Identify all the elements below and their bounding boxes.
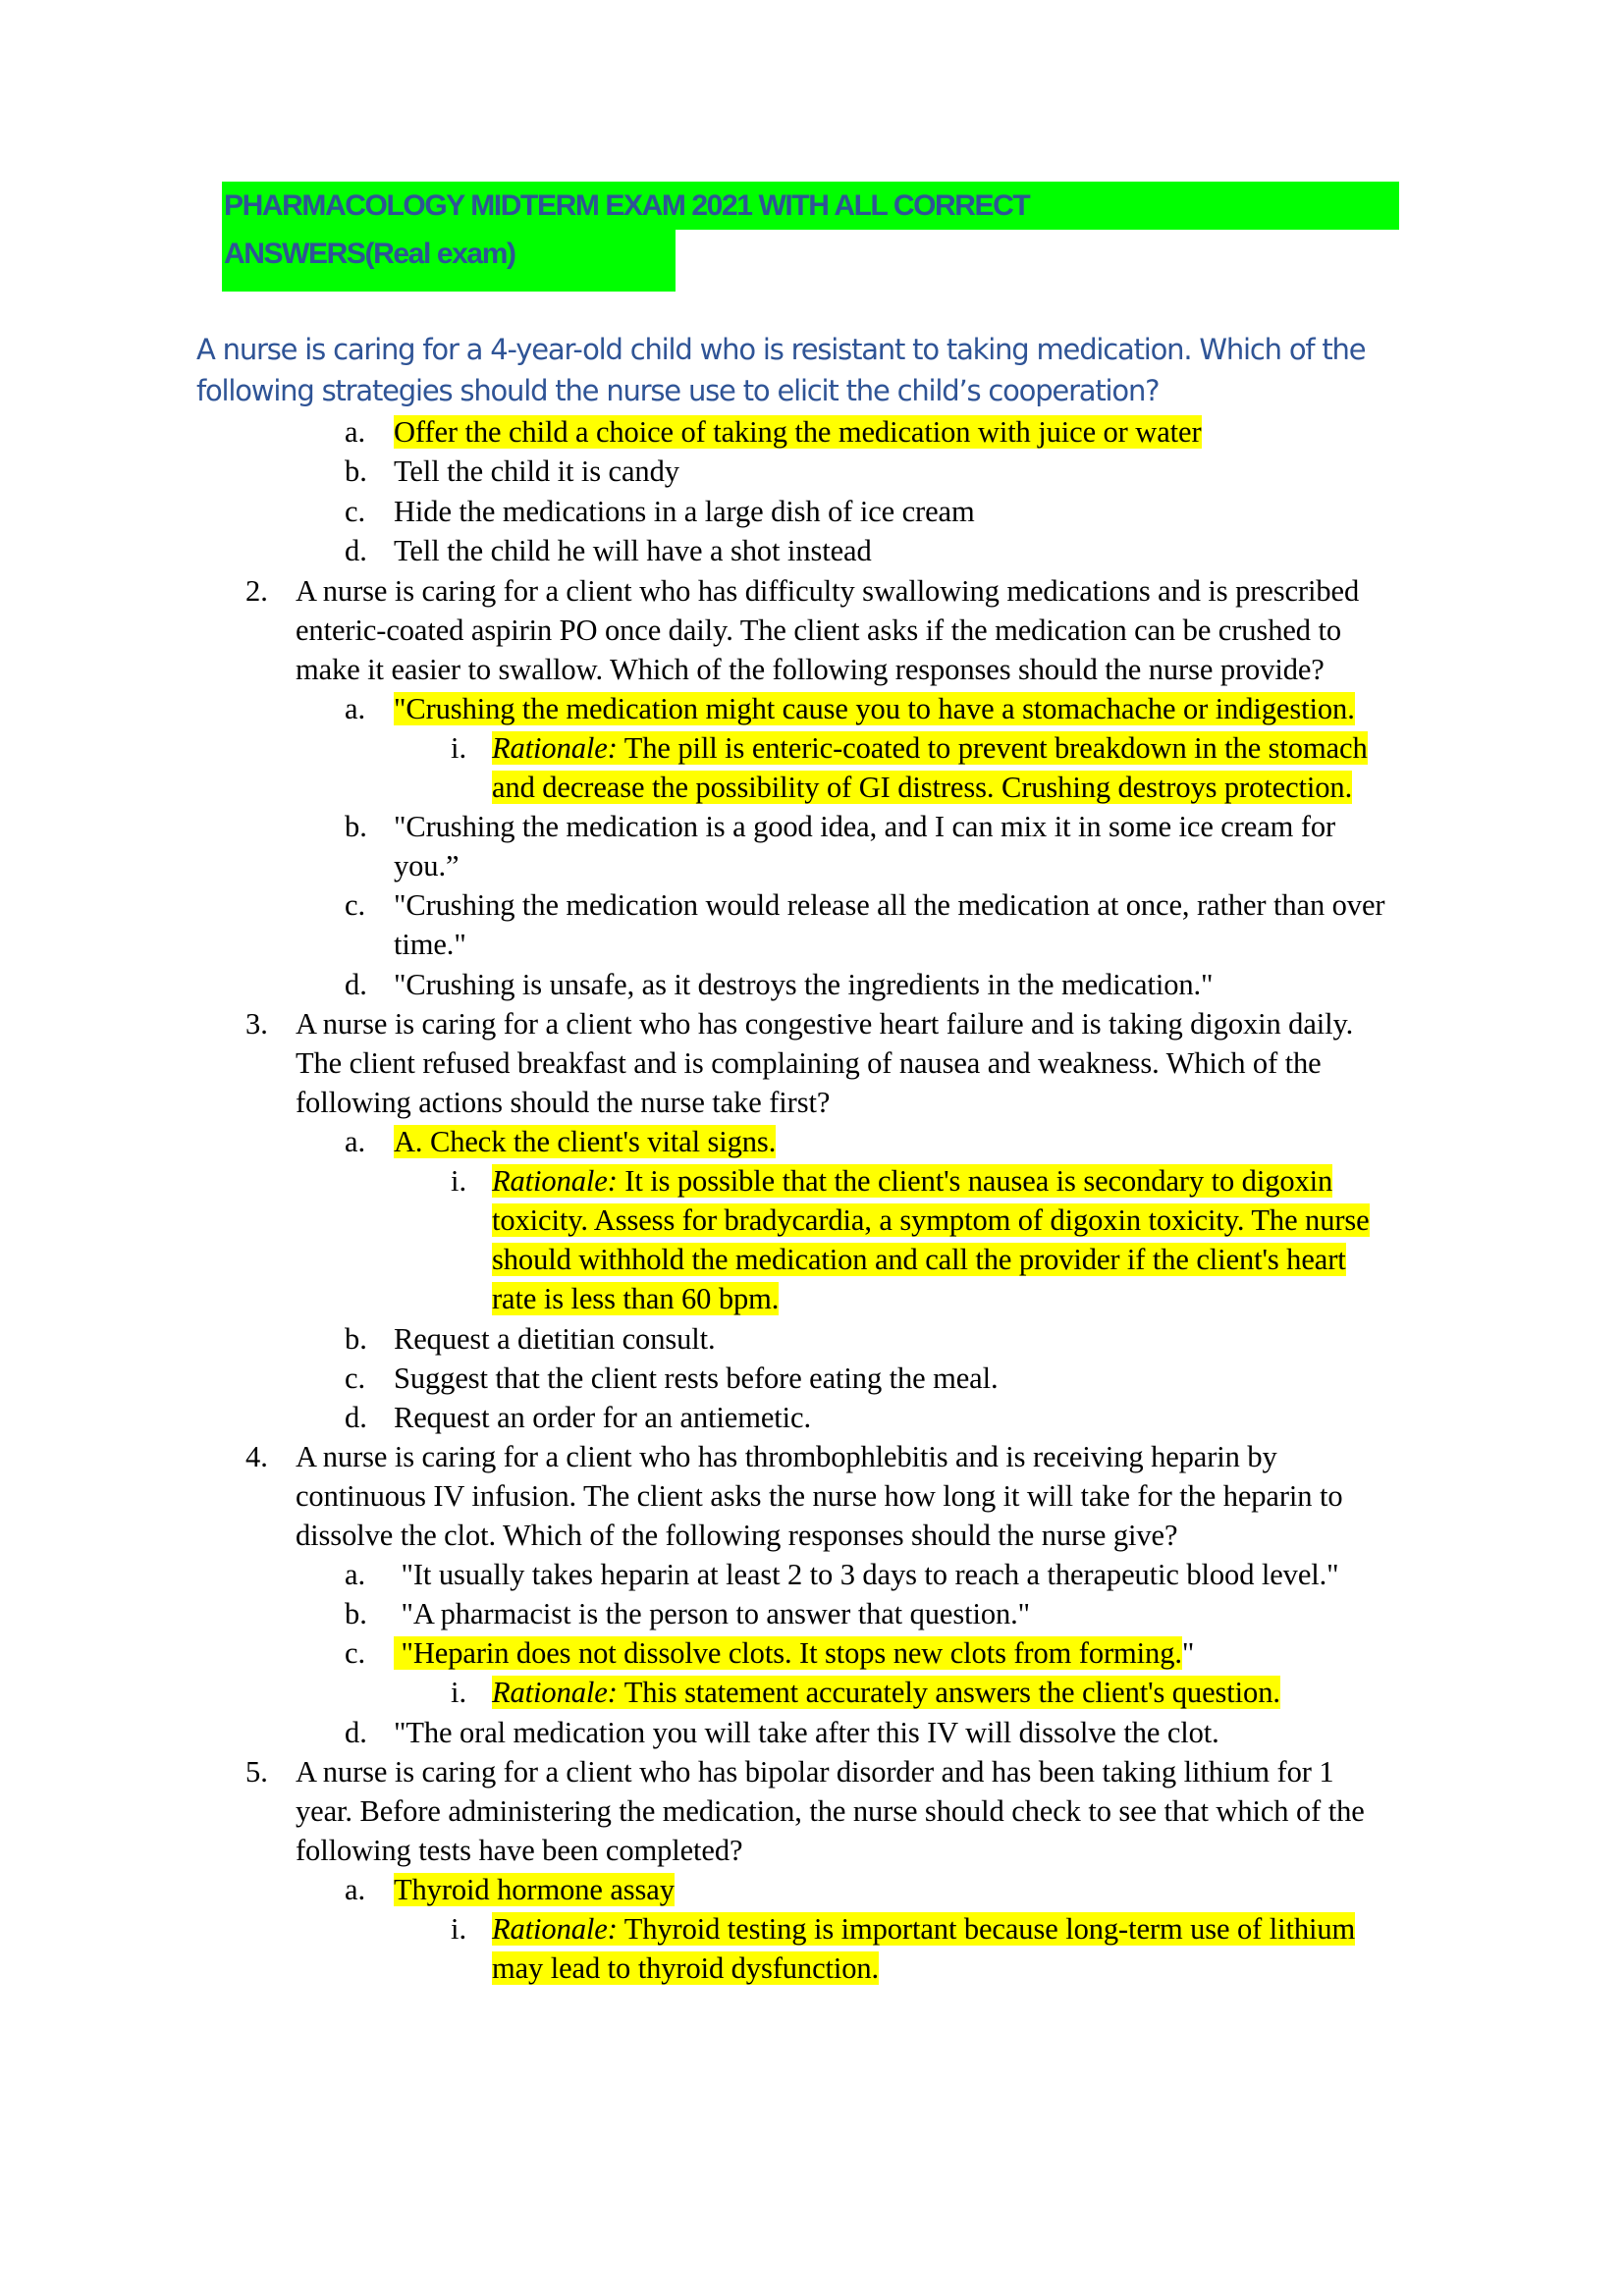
q2-option-a-marker: a. — [345, 692, 366, 725]
q1-option-b-marker: b. — [345, 454, 367, 488]
q1-option-a — [394, 412, 1202, 452]
document-title-line1: PHARMACOLOGY MIDTERM EXAM 2021 WITH ALL CORRECT — [224, 189, 1030, 222]
q2-option-b-line2: you.” — [394, 849, 460, 882]
q3-option-a-marker: a. — [345, 1125, 366, 1158]
q2-option-b-line1: "Crushing the medication is a good idea, and I can mix it in some ice cream for — [394, 810, 1336, 843]
rationale-label: Rationale: — [492, 1912, 618, 1946]
q3-rationale-line3: should withhold the medication and call the provider if the client's heart — [492, 1243, 1346, 1276]
q4-option-a: "It usually takes heparin at least 2 to 3 days to reach a therapeutic blood level." — [394, 1558, 1339, 1591]
q4-option-c: "Heparin does not dissolve clots. It stops new clots from forming." — [394, 1636, 1195, 1670]
question-2-text-line2: enteric-coated aspirin PO once daily. The client asks if the medication can be crushed to — [296, 614, 1341, 647]
question-5-text-line3: following tests have been completed? — [296, 1834, 743, 1867]
q5-option-a — [394, 1870, 675, 1909]
q2-option-c-line2: time." — [394, 928, 466, 961]
question-3-text-line2: The client refused breakfast and is complaining of nausea and weakness. Which of the — [296, 1046, 1322, 1080]
correct-answer-highlight: "Heparin does not dissolve clots. It stops new clots from forming. — [394, 1636, 1182, 1670]
q4-option-d-marker: d. — [345, 1716, 367, 1749]
question-2-number: 2. — [245, 574, 268, 608]
q3-option-c: Suggest that the client rests before eating the meal. — [394, 1362, 999, 1395]
correct-answer-highlight: Thyroid hormone assay — [394, 1873, 675, 1906]
question-4-text-line2: continuous IV infusion. The client asks the nurse how long it will take for the heparin to — [296, 1479, 1343, 1513]
q3-rationale-line4: rate is less than 60 bpm. — [492, 1282, 780, 1315]
rationale-label: Rationale: — [492, 1676, 618, 1709]
q2-rationale-line1: Rationale: The pill is enteric-coated to prevent breakdown in the stomach — [492, 731, 1368, 765]
q2-option-c-marker: c. — [345, 888, 366, 922]
question-2-text-line3: make it easier to swallow. Which of the following responses should the nurse provide? — [296, 653, 1325, 686]
q3-rationale-line1: Rationale: It is possible that the client's nausea is secondary to digoxin — [492, 1164, 1333, 1198]
question-1-text-line2: following strategies should the nurse use to elicit the child’s cooperation? — [196, 374, 1160, 407]
q4-rationale-line1: Rationale: This statement accurately answers the client's question. — [492, 1676, 1280, 1709]
question-5-number: 5. — [245, 1755, 268, 1789]
question-3-number: 3. — [245, 1007, 268, 1041]
rationale-label: Rationale: — [492, 1164, 618, 1198]
q4-option-a-marker: a. — [345, 1558, 366, 1591]
q3-rationale-marker: i. — [451, 1164, 467, 1198]
q1-option-c: Hide the medications in a large dish of ice cream — [394, 495, 975, 528]
question-4-text-line3: dissolve the clot. Which of the following responses should the nurse give? — [296, 1519, 1178, 1552]
correct-answer-highlight: Offer the child a choice of taking the medication with juice or water — [394, 415, 1202, 449]
question-4-text-line1: A nurse is caring for a client who has thrombophlebitis and is receiving heparin by — [296, 1440, 1277, 1473]
q3-rationale-line2: toxicity. Assess for bradycardia, a symptom of digoxin toxicity. The nurse — [492, 1203, 1370, 1237]
q3-option-c-marker: c. — [345, 1362, 366, 1395]
q2-option-c-line1: "Crushing the medication would release all the medication at once, rather than over — [394, 888, 1385, 922]
q4-option-b: "A pharmacist is the person to answer that question." — [394, 1597, 1031, 1630]
q3-option-d-marker: d. — [345, 1401, 367, 1434]
q5-rationale-marker: i. — [451, 1912, 467, 1946]
q2-rationale-marker: i. — [451, 731, 467, 765]
q2-option-b-marker: b. — [345, 810, 367, 843]
document-title-line2: ANSWERS(Real exam) — [224, 238, 515, 270]
q3-option-d: Request an order for an antiemetic. — [394, 1401, 812, 1434]
q2-option-a — [394, 689, 1355, 728]
q4-option-c-marker: c. — [345, 1636, 366, 1670]
correct-answer-highlight: A. Check the client's vital signs. — [394, 1125, 777, 1158]
question-3-text-line1: A nurse is caring for a client who has congestive heart failure and is taking digoxin daily. — [296, 1007, 1354, 1041]
q1-option-d: Tell the child he will have a shot instead — [394, 534, 872, 567]
q1-option-c-marker: c. — [345, 495, 366, 528]
q2-option-d: "Crushing is unsafe, as it destroys the ingredients in the medication." — [394, 968, 1214, 1001]
question-1-text-line1: A nurse is caring for a 4-year-old child who is resistant to taking medication. Which of the — [196, 333, 1366, 366]
q1-option-b: Tell the child it is candy — [394, 454, 679, 488]
question-5-text-line2: year. Before administering the medication, the nurse should check to see that which of the — [296, 1794, 1365, 1828]
question-5-text-line1: A nurse is caring for a client who has bipolar disorder and has been taking lithium for 1 — [296, 1755, 1334, 1789]
correct-answer-highlight: "Crushing the medication might cause you to have a stomachache or indigestion. — [394, 692, 1355, 725]
question-4-number: 4. — [245, 1440, 268, 1473]
q1-option-a-marker: a. — [345, 415, 366, 449]
question-2-text-line1: A nurse is caring for a client who has difficulty swallowing medications and is prescribed — [296, 574, 1360, 608]
q5-rationale-line2: may lead to thyroid dysfunction. — [492, 1951, 880, 1985]
q3-option-b-marker: b. — [345, 1322, 367, 1356]
q4-option-d: "The oral medication you will take after this IV will dissolve the clot. — [394, 1716, 1219, 1749]
q4-option-b-marker: b. — [345, 1597, 367, 1630]
question-3-text-line3: following actions should the nurse take first? — [296, 1086, 831, 1119]
q3-option-b: Request a dietitian consult. — [394, 1322, 716, 1356]
q1-option-d-marker: d. — [345, 534, 367, 567]
q2-option-d-marker: d. — [345, 968, 367, 1001]
q2-rationale-line2: and decrease the possibility of GI distress. Crushing destroys protection. — [492, 771, 1353, 804]
rationale-label: Rationale: — [492, 731, 618, 765]
q5-option-a-marker: a. — [345, 1873, 366, 1906]
q5-rationale-line1: Rationale: Thyroid testing is important because long-term use of lithium — [492, 1912, 1356, 1946]
q4-rationale-marker: i. — [451, 1676, 467, 1709]
q3-option-a — [394, 1122, 776, 1161]
